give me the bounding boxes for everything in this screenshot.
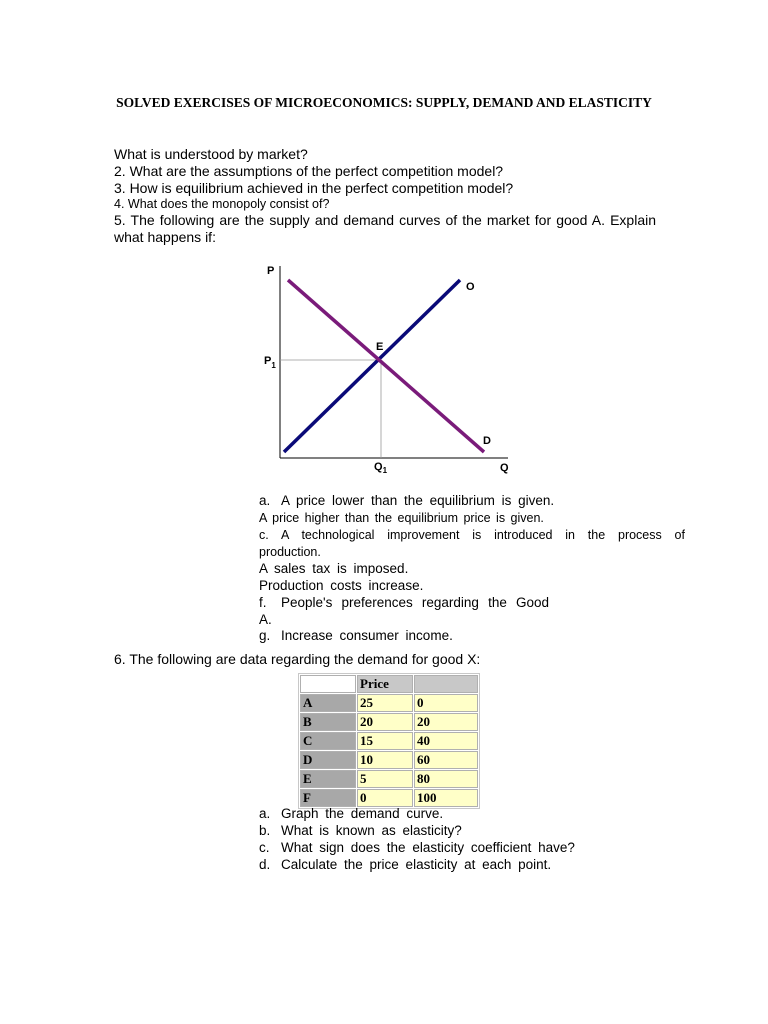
item-5d: A sales tax is imposed. bbox=[259, 561, 409, 576]
demand-data-table bbox=[298, 673, 480, 809]
price-cell: 5 bbox=[357, 770, 413, 788]
row-label: F bbox=[300, 789, 356, 807]
item-6b: b. What is known as elasticity? bbox=[259, 823, 462, 838]
price-cell: 10 bbox=[357, 751, 413, 769]
item-5a: a. A price lower than the equilibrium is given. bbox=[259, 493, 555, 508]
item-6a: a. Graph the demand curve. bbox=[259, 806, 444, 821]
question-5: 5. The following are the supply and demand curves of the market for good A. Explain what happens if: bbox=[114, 212, 656, 245]
p-axis-label: P bbox=[267, 265, 275, 277]
quantity-cell: 40 bbox=[414, 732, 478, 750]
quantity-cell: 60 bbox=[414, 751, 478, 769]
item-5e: Production costs increase. bbox=[259, 578, 424, 593]
table-row bbox=[300, 751, 478, 769]
supply-curve bbox=[284, 280, 460, 452]
demand-label: D bbox=[483, 435, 491, 447]
table-header-price: Price bbox=[357, 675, 413, 693]
item-5c: c. A technological improvement is introduced in the process of production. bbox=[259, 528, 685, 559]
table-header-row bbox=[300, 675, 478, 693]
row-label: B bbox=[300, 713, 356, 731]
row-label: D bbox=[300, 751, 356, 769]
question-3: 3. How is equilibrium achieved in the perfect competition model? bbox=[114, 180, 514, 196]
question-1: What is understood by market? bbox=[114, 146, 308, 162]
item-5b: A price higher than the equilibrium price is given. bbox=[259, 511, 544, 525]
question-2: 2. What are the assumptions of the perfect competition model? bbox=[114, 163, 504, 179]
item-5f: f. People's preferences regarding the Good A. bbox=[259, 595, 549, 627]
question-4: 4. What does the monopoly consist of? bbox=[114, 197, 330, 211]
item-5g: g. Increase consumer income. bbox=[259, 628, 453, 643]
table-row bbox=[300, 770, 478, 788]
quantity-cell: 100 bbox=[414, 789, 478, 807]
question-6: 6. The following are data regarding the demand for good X: bbox=[114, 651, 481, 667]
document-title: SOLVED EXERCISES OF MICROECONOMICS: SUPPLY, DEMAND AND ELASTICITY bbox=[116, 95, 652, 110]
table-row bbox=[300, 694, 478, 712]
item-6c: c. What sign does the elasticity coefficient have? bbox=[259, 840, 575, 855]
price-cell: 0 bbox=[357, 789, 413, 807]
row-label: E bbox=[300, 770, 356, 788]
equilibrium-label: E bbox=[376, 341, 384, 353]
p1-label: $P_1$ bbox=[264, 355, 276, 370]
table-header-cell bbox=[414, 675, 478, 693]
supply-label: O bbox=[466, 281, 475, 293]
q1-label: $Q_1$ bbox=[374, 461, 388, 475]
table-row bbox=[300, 789, 478, 807]
p1-subscript: 1 bbox=[271, 361, 276, 370]
table-header-cell bbox=[300, 675, 356, 693]
item-6d: d. Calculate the price elasticity at each point. bbox=[259, 857, 552, 872]
quantity-cell: 80 bbox=[414, 770, 478, 788]
price-cell: 15 bbox=[357, 732, 413, 750]
demand-curve bbox=[288, 280, 484, 452]
price-cell: 25 bbox=[357, 694, 413, 712]
q1-subscript: 1 bbox=[382, 466, 388, 475]
row-label: C bbox=[300, 732, 356, 750]
price-cell: 20 bbox=[357, 713, 413, 731]
quantity-cell: 0 bbox=[414, 694, 478, 712]
table-row bbox=[300, 713, 478, 731]
supply-demand-graph bbox=[250, 256, 530, 482]
row-label: A bbox=[300, 694, 356, 712]
quantity-cell: 20 bbox=[414, 713, 478, 731]
table-row bbox=[300, 732, 478, 750]
q-axis-label: Q bbox=[500, 462, 509, 474]
